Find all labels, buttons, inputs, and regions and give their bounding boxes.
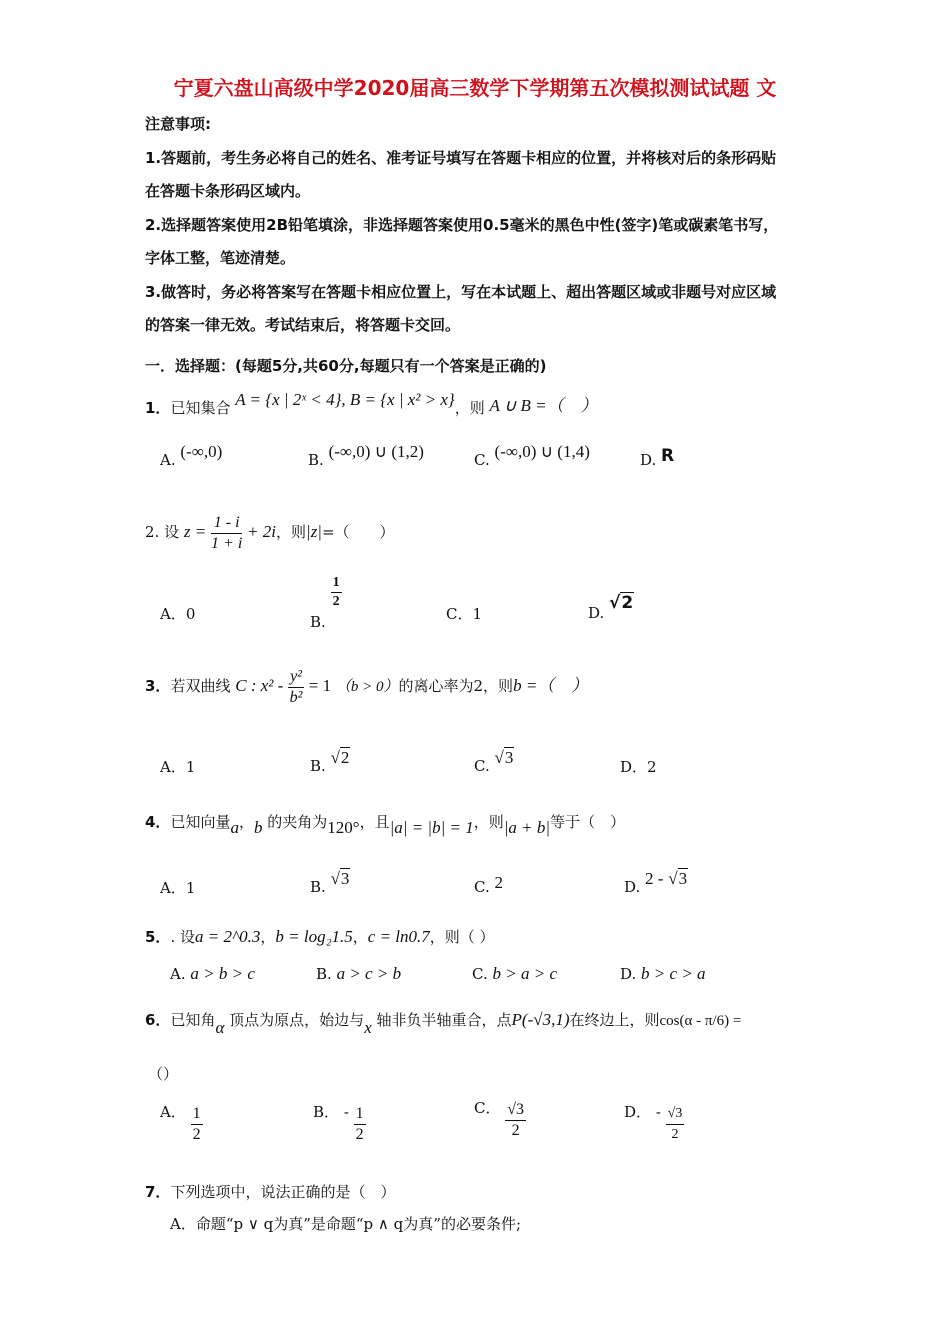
question-text: ，且 bbox=[359, 813, 390, 831]
option-label: C. bbox=[474, 451, 490, 469]
option-d bbox=[620, 756, 657, 777]
option-value: 3 bbox=[504, 748, 514, 767]
sqrt-icon: √ bbox=[609, 593, 621, 613]
option-d bbox=[624, 1104, 684, 1145]
option-value: (-∞,0) ∪ (1,4) bbox=[494, 442, 590, 461]
question-number: 2. bbox=[145, 523, 160, 541]
math-expression: |a| = |b| = 1 bbox=[389, 818, 474, 837]
numerator: 1 - i bbox=[211, 513, 242, 534]
option-a bbox=[160, 756, 195, 777]
option-b bbox=[310, 869, 350, 897]
math-expression: P(-√3,1) bbox=[511, 1010, 570, 1029]
math-expression: z = bbox=[183, 522, 207, 541]
question-5: 5．. 设a = 2^0.3，b = log₂1.5，c = ln0.7，则（ ） bbox=[145, 927, 495, 946]
question-number: 4． bbox=[145, 813, 171, 831]
denominator: 2 bbox=[332, 594, 340, 609]
note-line-1: 1.答题前，考生务必将自己的姓名、准考证号填写在答题卡相应的位置，并将核对后的条形码贴 bbox=[145, 149, 777, 167]
denominator: 1 + i bbox=[211, 534, 243, 552]
numerator: y² bbox=[288, 667, 304, 688]
question-text: 下列选项中，说法正确的是（ ） bbox=[170, 1183, 396, 1201]
question-text: 的离心率为2，则 bbox=[398, 677, 514, 695]
option-value: 1 bbox=[472, 605, 483, 623]
math-expression: |a + b| bbox=[503, 818, 551, 837]
math-expression: c = ln0.7 bbox=[367, 927, 430, 946]
note-line-6: 的答案一律无效。考试结束后，将答题卡交回。 bbox=[145, 316, 461, 334]
question-text: ，则（ ） bbox=[429, 928, 495, 946]
option-a bbox=[160, 877, 195, 898]
option-label: B. bbox=[310, 612, 326, 631]
option-value: a > b > c bbox=[190, 964, 255, 983]
option-d bbox=[640, 446, 675, 470]
question-text: 已知向量 bbox=[170, 813, 231, 831]
question-text: 顶点为原点，始边与 bbox=[229, 1011, 365, 1029]
option-label: A． bbox=[160, 879, 186, 897]
option-value: b > a > c bbox=[492, 964, 557, 983]
option-a bbox=[170, 964, 255, 984]
denominator: 2 bbox=[671, 1127, 679, 1142]
numerator: 1 bbox=[191, 1104, 203, 1125]
question-number: 1． bbox=[145, 399, 171, 417]
option-label: A． bbox=[160, 605, 186, 623]
option-a bbox=[160, 1104, 203, 1145]
fraction bbox=[211, 513, 242, 554]
fraction bbox=[354, 1104, 366, 1145]
option-value: R bbox=[661, 446, 675, 466]
question-7 bbox=[145, 1182, 395, 1202]
option-label: B. bbox=[310, 757, 326, 775]
question-text: ，则 bbox=[473, 813, 504, 831]
answer-blank: （） bbox=[148, 1065, 179, 1083]
sqrt-icon: √ bbox=[668, 869, 678, 888]
option-label: C. bbox=[472, 965, 488, 983]
option-c bbox=[446, 603, 482, 624]
section-heading: 一．选择题：(每题5分,共60分,每题只有一个答案是正确的) bbox=[145, 357, 547, 375]
option-value: 2 bbox=[647, 758, 657, 776]
numerator: √3 bbox=[505, 1100, 526, 1121]
option-label: D. bbox=[620, 965, 637, 983]
option-b bbox=[316, 964, 401, 984]
numerator: √3 bbox=[666, 1104, 685, 1125]
fraction bbox=[505, 1100, 526, 1141]
option-a: A．命题“p ∨ q为真”是命题“p ∧ q为真”的必要条件; bbox=[170, 1215, 522, 1233]
math-expression: = 1 bbox=[308, 676, 332, 695]
option-value: 1 bbox=[185, 758, 196, 776]
option-label: B. bbox=[316, 965, 332, 983]
math-expression: （b > 0） bbox=[335, 679, 399, 695]
math-expression: x bbox=[364, 1018, 372, 1037]
math-expression: cos(α - π/6) = bbox=[659, 1013, 742, 1029]
option-b bbox=[310, 574, 342, 631]
option-sign: - bbox=[655, 1102, 661, 1121]
denominator: 2 bbox=[511, 1122, 520, 1139]
option-label: A． bbox=[160, 1102, 186, 1121]
question-6 bbox=[145, 1010, 742, 1037]
option-label: D. bbox=[588, 604, 605, 622]
option-value: a > c > b bbox=[336, 964, 402, 983]
option-a bbox=[160, 603, 195, 624]
denominator: 2 bbox=[355, 1126, 364, 1143]
option-value: 3 bbox=[340, 869, 350, 888]
sqrt-icon: √ bbox=[330, 869, 340, 888]
option-label: B. bbox=[310, 878, 326, 896]
option-c bbox=[474, 1100, 526, 1141]
fraction bbox=[191, 1104, 203, 1145]
option-label: A. bbox=[160, 451, 176, 469]
note-line-2: 在答题卡条形码区域内。 bbox=[145, 182, 311, 200]
math-expression: α bbox=[215, 1018, 225, 1037]
math-expression: 120° bbox=[327, 818, 360, 837]
option-d bbox=[620, 964, 706, 984]
math-expression: a bbox=[230, 818, 239, 837]
option-label: D． bbox=[624, 1102, 652, 1121]
math-expression: a = 2^0.3 bbox=[194, 927, 261, 946]
option-c bbox=[474, 442, 590, 470]
option-d bbox=[624, 869, 688, 897]
fraction bbox=[331, 574, 342, 611]
note-line-4: 字体工整，笔迹清楚。 bbox=[145, 249, 296, 267]
option-value: 2 bbox=[340, 748, 350, 767]
option-b bbox=[308, 442, 424, 470]
math-expression: b = log₂1.5 bbox=[275, 927, 353, 946]
question-text: 等于（ ） bbox=[550, 813, 626, 831]
option-c bbox=[474, 873, 503, 897]
math-expression: 2 - bbox=[645, 869, 664, 888]
denominator: b² bbox=[289, 688, 303, 706]
option-a bbox=[160, 442, 223, 470]
question-1 bbox=[145, 390, 598, 418]
option-value: b > c > a bbox=[641, 964, 706, 983]
option-b bbox=[313, 1104, 366, 1145]
sqrt-icon: √ bbox=[330, 748, 340, 767]
math-expression: A ∪ B =（ ） bbox=[489, 396, 598, 415]
question-number: 6． bbox=[145, 1011, 171, 1029]
question-text: ，则 bbox=[276, 523, 307, 541]
math-expression: b =（ ） bbox=[513, 676, 589, 695]
question-text: ，则 bbox=[454, 399, 485, 417]
question-text: 已知角 bbox=[170, 1011, 216, 1029]
option-label: C． bbox=[446, 605, 473, 623]
option-value: 3 bbox=[678, 869, 688, 888]
sqrt-icon: √ bbox=[494, 748, 504, 767]
option-label: A． bbox=[160, 758, 186, 776]
option-value: (-∞,0) ∪ (1,2) bbox=[328, 442, 424, 461]
question-number: 3． bbox=[145, 677, 171, 695]
question-number: 5． bbox=[145, 928, 171, 946]
question-text: 的夹角为 bbox=[267, 813, 328, 831]
fraction bbox=[666, 1104, 685, 1145]
question-text: 已知集合 bbox=[170, 399, 231, 417]
fraction bbox=[288, 667, 304, 708]
math-expression: A = {x | 2ˣ < 4}, B = {x | x² > x} bbox=[235, 390, 455, 409]
option-value: 0 bbox=[185, 605, 196, 623]
option-label: B. bbox=[308, 451, 324, 469]
question-4: 4．已知向量a，b 的夹角为120°，且|a| = |b| = 1，则|a + b|等于（ ） bbox=[145, 813, 626, 837]
question-text: 在终边上，则 bbox=[569, 1011, 660, 1029]
option-label: D. bbox=[640, 451, 657, 469]
option-label: D. bbox=[624, 878, 641, 896]
math-expression: C : x² - bbox=[235, 676, 284, 695]
option-value: 2 bbox=[621, 593, 634, 613]
option-label: C. bbox=[474, 757, 490, 775]
option-value: 2 bbox=[494, 873, 503, 892]
option-value: 1 bbox=[185, 879, 196, 897]
question-text: 若双曲线 bbox=[170, 677, 231, 695]
option-sign: - bbox=[343, 1102, 349, 1121]
option-label: C． bbox=[474, 1098, 501, 1117]
notes-heading: 注意事项: bbox=[145, 115, 211, 133]
numerator: 1 bbox=[331, 574, 342, 593]
page-title: 宁夏六盘山高级中学2020届高三数学下学期第五次模拟测试试题 文 bbox=[173, 76, 777, 100]
question-2 bbox=[145, 512, 395, 554]
question-text: =（ ） bbox=[321, 523, 395, 541]
option-label: C. bbox=[474, 878, 490, 896]
math-expression: b bbox=[253, 818, 263, 837]
question-text: . 设 bbox=[170, 928, 195, 946]
option-c bbox=[472, 964, 557, 984]
note-line-5: 3.做答时，务必将答案写在答题卡相应位置上，写在本试题上、超出答题区域或非题号对应区域 bbox=[145, 283, 777, 301]
question-text: 轴非负半轴重合，点 bbox=[376, 1011, 512, 1029]
option-label: A. bbox=[170, 965, 186, 983]
option-d bbox=[588, 593, 634, 623]
option-c bbox=[474, 748, 514, 776]
question-text: 设 bbox=[164, 523, 180, 541]
option-label: B． bbox=[313, 1102, 340, 1121]
denominator: 2 bbox=[192, 1126, 201, 1143]
question-number: 7． bbox=[145, 1183, 171, 1201]
option-value: (-∞,0) bbox=[180, 442, 223, 461]
numerator: 1 bbox=[354, 1104, 366, 1125]
math-expression: + 2i bbox=[247, 522, 276, 541]
option-label: D． bbox=[620, 758, 648, 776]
option-b bbox=[310, 748, 350, 776]
question-3 bbox=[145, 660, 588, 713]
math-expression: |z| bbox=[306, 522, 322, 541]
note-line-3: 2.选择题答案使用2B铅笔填涂，非选择题答案使用0.5毫米的黑色中性(签字)笔或碳素笔书写， bbox=[145, 216, 779, 234]
